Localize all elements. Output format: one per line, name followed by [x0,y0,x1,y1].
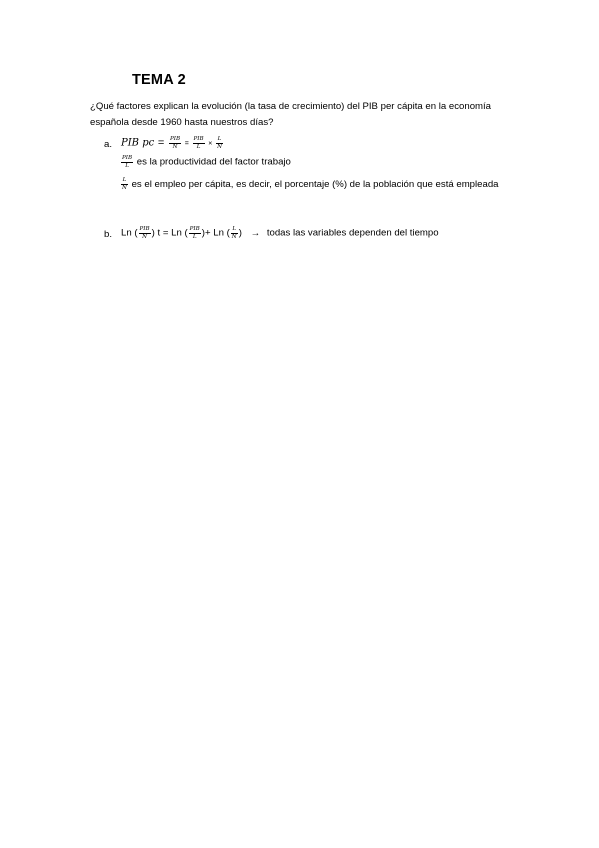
fraction-pib-over-n [169,136,181,150]
formula-times-sign: × [208,140,213,148]
formula-ln: Ln ( $\frac{\text{PIB}}{N}$ ) t = Ln ( $\frac{\text{PIB}}{L}$ )+ Ln ( $\frac{L}{N}$ ) → todas las variables dependen del tiempo [121,226,439,240]
employment-text: es el empleo per cápita, es decir, el porcentaje (%) de la población que está empleada [131,179,499,190]
fraction-denominator: N [122,184,127,191]
list-marker-b: b. [104,229,113,240]
employment-line [121,177,516,193]
fraction-denominator: L [196,143,201,150]
formula-equals-sign: = [157,136,165,149]
arrow-right-icon: → [250,227,261,239]
fraction-numerator: PIB [170,136,181,142]
ln-label-3: Ln [213,227,224,239]
formula-lhs: PIB pc [121,137,155,149]
productivity-text: es la productividad del factor trabajo [136,156,291,168]
fraction-numerator: PIB [189,226,200,232]
fraction-pib-over-l [193,136,205,150]
fraction-numerator: L [232,226,237,232]
formula-equals-sign-2: = [184,140,189,148]
plus-sign: + [204,227,211,239]
t-equals: t = [157,227,169,239]
fraction-denominator: N [217,143,222,150]
ln-label: Ln [121,227,132,239]
fraction-pib-over-n [139,226,151,240]
fraction-numerator: L [122,177,127,184]
fraction-l-over-n [121,177,128,191]
fraction-denominator: N [231,233,237,240]
fraction-numerator: PIB [193,136,204,142]
page-title: TEMA 2 [132,72,186,88]
productivity-line [121,155,291,169]
fraction-numerator: PIB [122,155,133,161]
fraction-pib-over-l [189,226,201,240]
fraction-l-over-n [216,136,223,150]
fraction-pib-over-l [121,155,133,169]
ln-label-2: Ln [171,227,182,239]
fraction-denominator: L [192,233,197,240]
fraction-numerator: L [217,136,222,142]
formula-pib-pc [121,136,224,150]
fraction-numerator: PIB [139,226,150,232]
question-text: ¿Qué factores explican la evolución (la tasa de crecimiento) del PIB per cápita en la economía española desde 1960 hasta nuestros días? [90,101,492,128]
fraction-denominator: N [172,143,178,150]
fraction-denominator: N [142,233,148,240]
fraction-denominator: L [125,162,129,169]
list-marker-a: a. [104,139,113,150]
fraction-l-over-n [231,226,238,240]
conclusion-text: todas las variables dependen del tiempo [266,227,439,239]
